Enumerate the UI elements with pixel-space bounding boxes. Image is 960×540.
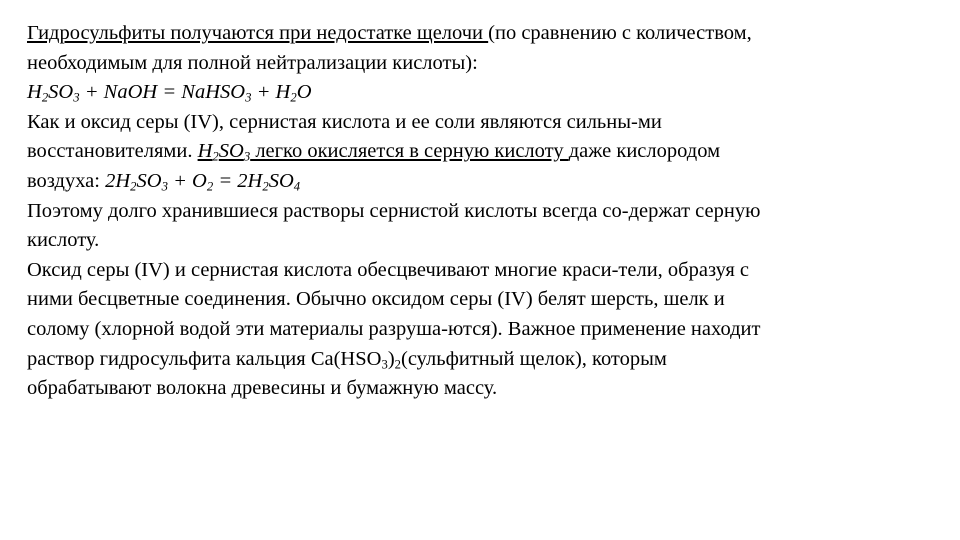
eq-symbol: SO — [218, 140, 244, 163]
eq-subscript: 3 — [243, 149, 251, 164]
paragraph-4-line-4 — [27, 345, 937, 375]
eq-symbol: + H — [251, 81, 291, 104]
equation-1 — [27, 78, 937, 108]
eq-subscript: 2 — [290, 90, 297, 105]
text-span: (по сравнению с количеством, — [488, 22, 752, 44]
paragraph-2-line-3 — [27, 167, 937, 197]
eq-symbol: H — [27, 81, 42, 104]
eq-symbol: + O — [167, 169, 207, 192]
text-span: даже кислородом — [568, 140, 721, 163]
underlined-phrase — [198, 140, 569, 162]
eq-subscript: 4 — [293, 179, 301, 194]
text-span: (сульфитный щелок), которым — [401, 347, 667, 370]
text-span: раствор гидросульфита кальция Ca(HSO — [27, 347, 382, 370]
paragraph-3-line-2: кислоту. — [27, 229, 100, 252]
eq-symbol: SO — [48, 81, 74, 104]
equation-2 — [105, 170, 300, 192]
paragraph-4-line-3: солому (хлорной водой эти материалы разруша-ются). Важное применение находит — [27, 317, 761, 340]
paragraph-2-line-2 — [27, 137, 937, 167]
eq-subscript: 2 — [41, 90, 49, 105]
paragraph-4-line-5: обрабатывают волокна древесины и бумажную массу. — [27, 377, 498, 400]
text-span: воздуха: — [27, 169, 106, 192]
eq-subscript: 2 — [130, 179, 137, 194]
text-span: легко окисляется в серную кислоту — [250, 140, 569, 163]
slide-text — [27, 19, 937, 404]
underlined-phrase: Гидросульфиты получаются при недостатке щелочи — [27, 22, 489, 44]
eq-subscript: 3 — [245, 90, 252, 105]
text-span: восстановителями. — [27, 140, 198, 163]
eq-subscript: 3 — [161, 179, 168, 194]
paragraph-2-line-1: Как и оксид серы (IV), сернистая кислота и ее соли являются сильны-ми — [27, 110, 662, 133]
eq-symbol: H — [197, 140, 213, 163]
eq-subscript: 2 — [262, 179, 269, 194]
paragraph-1-line-1 — [27, 19, 937, 49]
eq-subscript: 2 — [394, 357, 401, 372]
eq-symbol: = 2H — [213, 169, 263, 192]
eq-subscript: 3 — [73, 90, 80, 105]
paragraph-4-line-1: Оксид серы (IV) и сернистая кислота обесцвечивают многие краси-тели, образуя с — [27, 258, 750, 281]
eq-symbol: 2H — [105, 169, 131, 192]
eq-subscript: 2 — [212, 149, 219, 164]
eq-symbol: SO — [136, 169, 162, 192]
paragraph-4-line-2: ними бесцветные соединения. Обычно оксидом серы (IV) белят шерсть, шелк и — [27, 288, 725, 311]
eq-subscript: 3 — [381, 357, 388, 372]
eq-symbol: O — [296, 81, 312, 104]
eq-symbol: + NaOH = NaHSO — [79, 81, 246, 104]
paragraph-1-line-2: необходимым для полной нейтрализации кислоты): — [27, 51, 478, 74]
eq-subscript: 2 — [206, 179, 214, 194]
paragraph-3-line-1: Поэтому долго хранившиеся растворы сернистой кислоты всегда со-держат серную — [27, 199, 761, 222]
text-span: ) — [387, 347, 395, 370]
eq-symbol: SO — [268, 169, 294, 192]
